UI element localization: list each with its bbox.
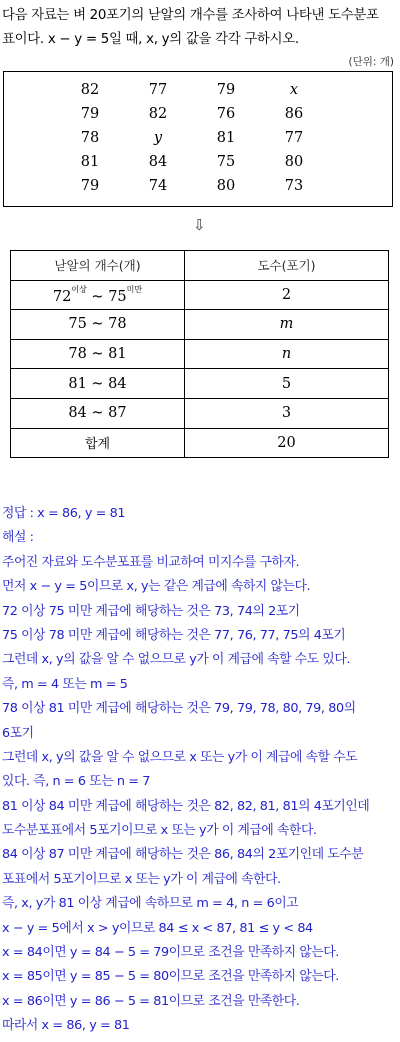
table-row <box>11 280 389 310</box>
data-cell: 77 <box>148 82 168 98</box>
solution-line: 6포기 <box>2 725 34 741</box>
solution-section <box>2 502 400 1039</box>
data-cell: y <box>153 130 163 146</box>
data-cell: 79 <box>216 82 236 98</box>
solution-line: 따라서 x = 86, y = 81 <box>2 1018 130 1034</box>
solution-line: 75 이상 78 미만 계급에 해당하는 것은 77, 76, 77, 75의 4포기 <box>2 627 346 643</box>
header-frequency: 도수(포기) <box>185 251 389 281</box>
table-row <box>11 310 389 340</box>
frequency-table-header <box>11 251 389 281</box>
data-cell: 79 <box>80 178 100 194</box>
data-cell: 76 <box>216 106 236 122</box>
data-cell: 84 <box>148 154 168 170</box>
solution-line: 72 이상 75 미만 계급에 해당하는 것은 73, 74의 2포기 <box>2 603 300 619</box>
data-cell: 82 <box>148 106 168 122</box>
solution-line: 정답 : x = 86, y = 81 <box>2 506 126 521</box>
frequency-value: n <box>185 339 389 369</box>
header-class: 낟알의 개수(개) <box>11 251 185 281</box>
class-range: $72^{이상}$ ~ $75^{미만}$ <box>11 280 185 310</box>
problem-statement <box>2 4 398 52</box>
solution-line: 그런데 x, y의 값을 알 수 없으므로 y가 이 계급에 속할 수도 있다. <box>2 652 350 668</box>
data-cell: 77 <box>284 130 304 146</box>
data-cell: 81 <box>80 154 100 170</box>
data-cell: x <box>289 82 299 98</box>
data-cell: 73 <box>284 178 304 194</box>
solution-line: 해설 : <box>2 530 34 546</box>
data-cell: 81 <box>216 130 236 146</box>
solution-line: x = 86이면 y = 86 − 5 = 81이므로 조건을 만족한다. <box>2 993 300 1009</box>
data-cell: 86 <box>284 106 304 122</box>
raw-data-table <box>3 71 393 207</box>
data-cell: 78 <box>80 130 100 146</box>
solution-line: x = 85이면 y = 85 − 5 = 80이므로 조건을 만족하지 않는다. <box>2 969 339 985</box>
class-range: 75 ~ 78 <box>11 310 185 340</box>
solution-line: 먼저 x − y = 5이므로 x, y는 같은 계급에 속하지 않는다. <box>2 579 311 595</box>
table-row <box>11 398 389 428</box>
down-arrow-icon: ⇩ <box>193 216 206 234</box>
solution-line: 78 이상 81 미만 계급에 해당하는 것은 79, 79, 78, 80, 79, 80의 <box>2 701 356 717</box>
class-range: 78 ~ 81 <box>11 339 185 369</box>
class-range: 81 ~ 84 <box>11 369 185 399</box>
solution-line: 84 이상 87 미만 계급에 해당하는 것은 86, 84의 2포기인데 도수분 <box>2 847 364 863</box>
data-cell: 80 <box>216 178 236 194</box>
solution-line: x = 84이면 y = 84 − 5 = 79이므로 조건을 만족하지 않는다. <box>2 945 339 961</box>
solution-line: 81 이상 84 미만 계급에 해당하는 것은 82, 82, 81, 81의 4포기인데 <box>2 798 370 814</box>
frequency-table <box>10 250 389 458</box>
data-cell: 74 <box>148 178 168 194</box>
total-value: 20 <box>185 428 389 458</box>
solution-line: 그런데 x, y의 값을 알 수 없으므로 x 또는 y가 이 계급에 속할 수도 <box>2 749 358 765</box>
raw-data-grid <box>56 82 328 202</box>
data-cell: 75 <box>216 154 236 170</box>
frequency-value: m <box>185 310 389 340</box>
data-cell: 79 <box>80 106 100 122</box>
problem-line-1: 다음 자료는 벼 20포기의 낟알의 개수를 조사하여 나타낸 도수분포 <box>2 8 379 23</box>
solution-line: 있다. 즉, n = 6 또는 n = 7 <box>2 774 151 790</box>
solution-line: 즉, x, y가 81 이상 계급에 속하므로 m = 4, n = 6이고 <box>2 896 299 912</box>
solution-line: 즉, m = 4 또는 m = 5 <box>2 676 128 692</box>
table-row <box>11 339 389 369</box>
total-row <box>11 428 389 458</box>
class-range: 84 ~ 87 <box>11 398 185 428</box>
solution-line: x − y = 5에서 x > y이므로 84 ≤ x < 87, 81 ≤ y < 84 <box>2 920 313 936</box>
data-cell: 82 <box>80 82 100 98</box>
problem-line-2: 표이다. x − y = 5일 때, x, y의 값을 각각 구하시오. <box>2 32 299 47</box>
frequency-value: 2 <box>185 280 389 310</box>
unit-label: (단위: 개) <box>348 56 394 68</box>
total-label: 합계 <box>11 428 185 458</box>
data-cell: 80 <box>284 154 304 170</box>
solution-line: 도수분포표에서 5포기이므로 x 또는 y가 이 계급에 속한다. <box>2 823 317 839</box>
table-row <box>11 369 389 399</box>
frequency-value: 5 <box>185 369 389 399</box>
solution-line: 주어진 자료와 도수분포표를 비교하여 미지수를 구하자. <box>2 554 300 570</box>
frequency-value: 3 <box>185 398 389 428</box>
solution-line: 포표에서 5포기이므로 x 또는 y가 이 계급에 속한다. <box>2 871 281 887</box>
